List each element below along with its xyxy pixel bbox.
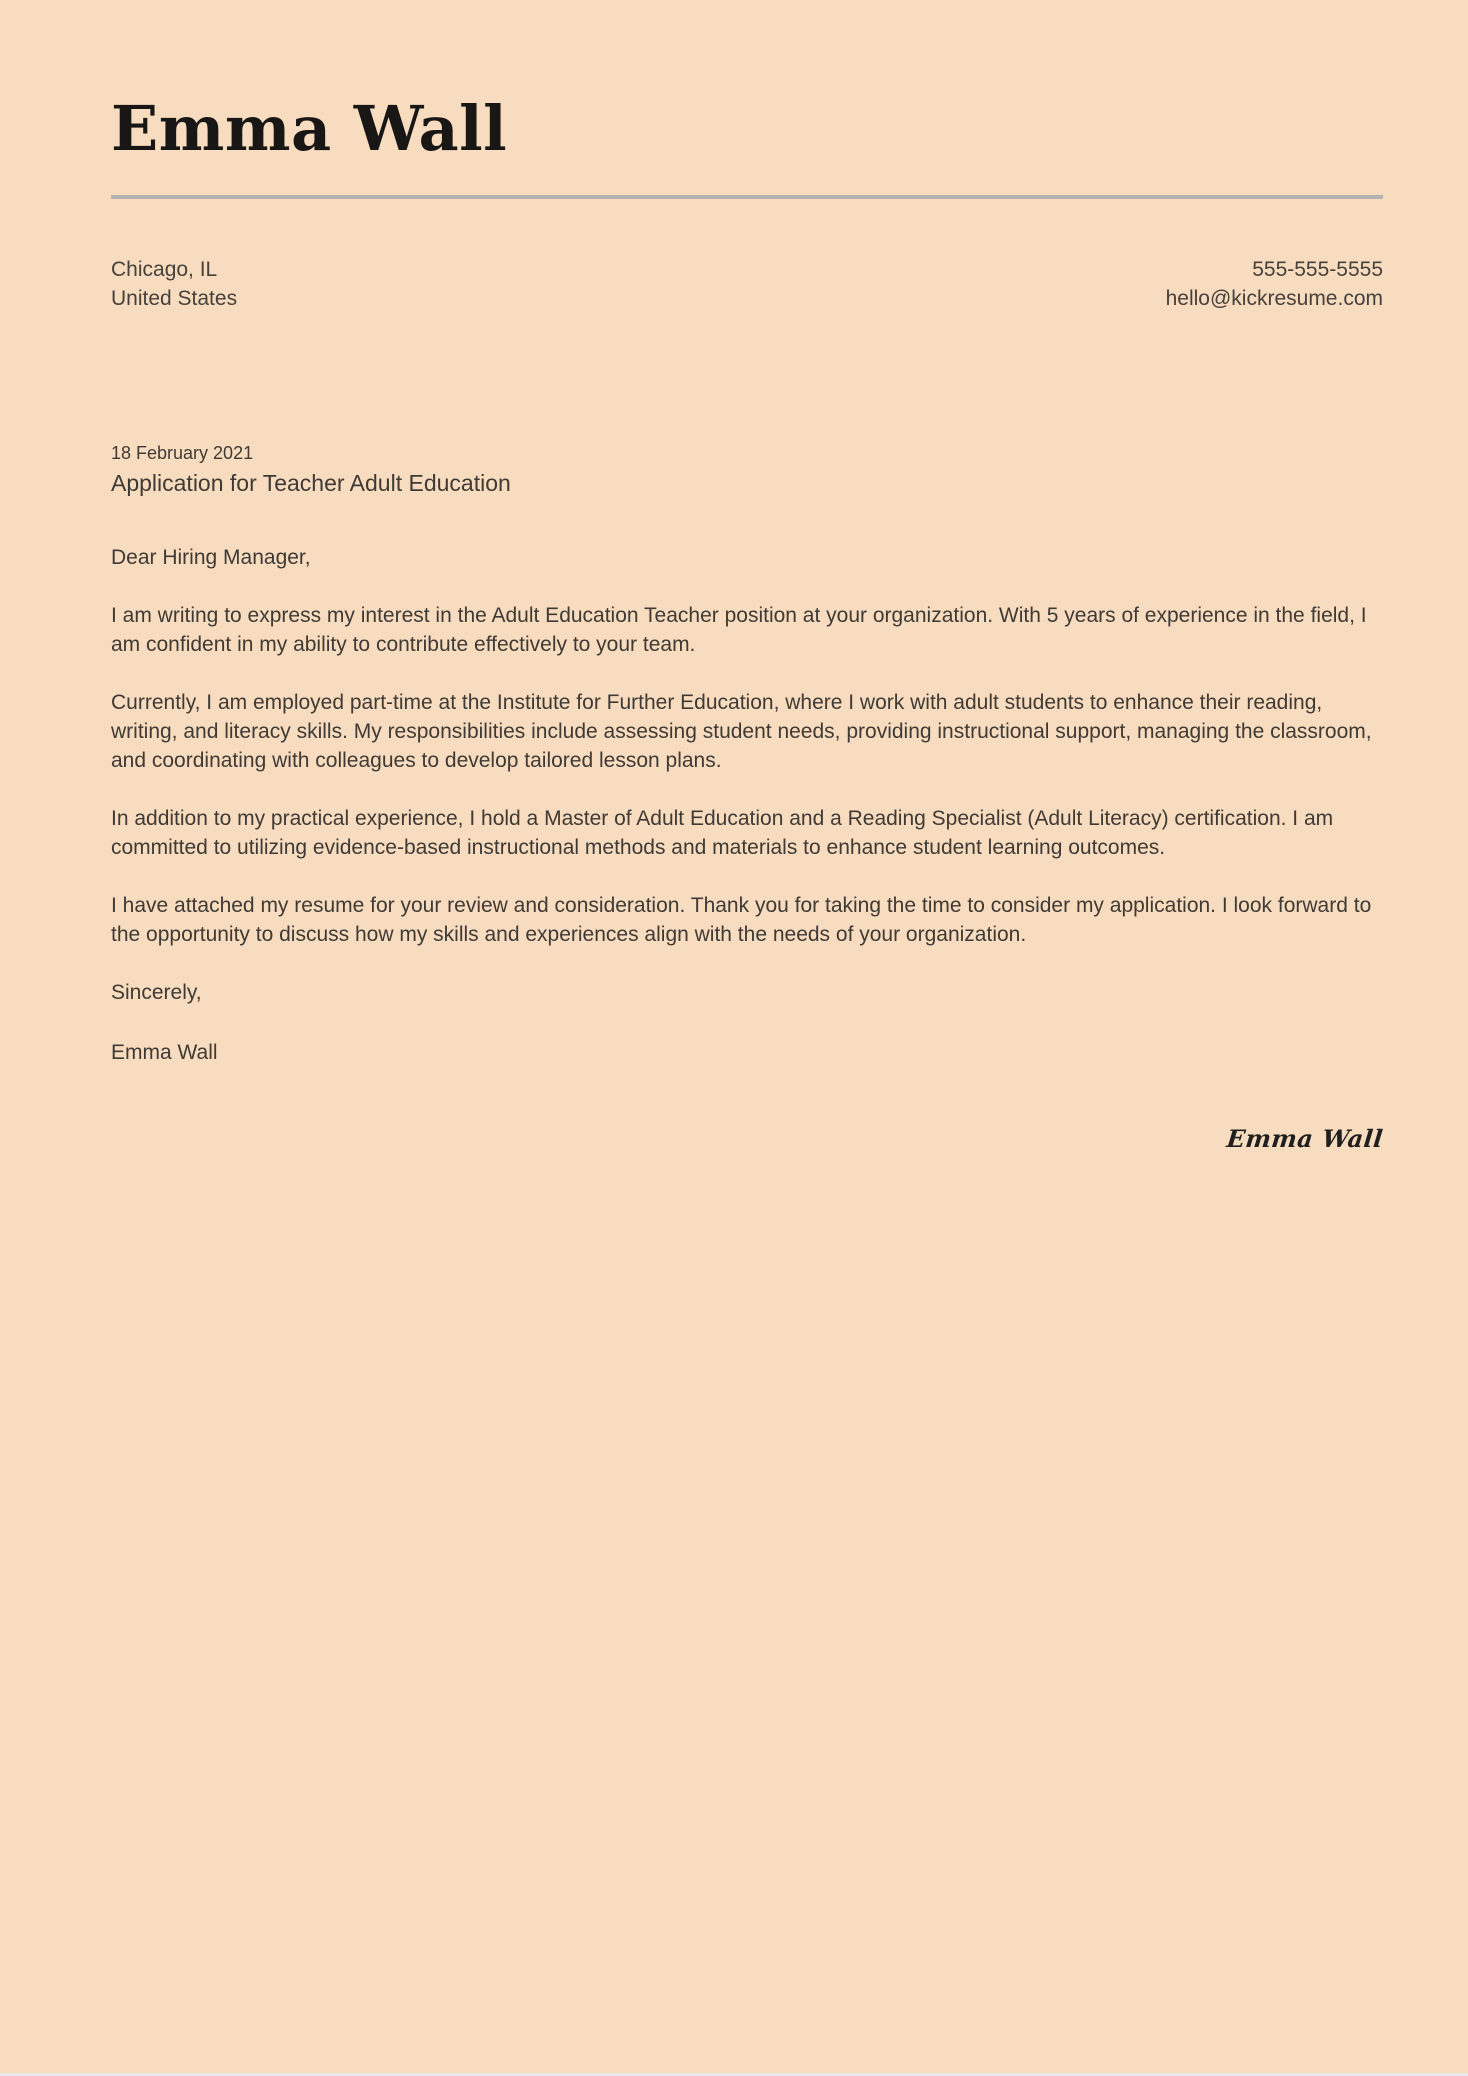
signer-name: Emma Wall	[111, 1041, 218, 1064]
letter-body	[111, 441, 1383, 1153]
letter-date: 18 February 2021	[111, 443, 254, 463]
person-name-heading: Emma Wall	[111, 92, 508, 165]
letter-paragraph-3: In addition to my practical experience, I hold a Master of Adult Education and a Reading Specialist (Adult Literacy) certification. I am committed to utilizing evidence-based instructional methods and materials to enhance student learning outcomes.	[111, 807, 1334, 859]
contact-address	[111, 255, 237, 313]
contact-country: United States	[111, 287, 238, 310]
letter-closing: Sincerely,	[111, 981, 202, 1004]
letter-paragraph-2: Currently, I am employed part-time at the Institute for Further Education, where I work with adult students to enhance their reading, writing, and literacy skills. My responsibilities include assessing student needs, providing instructional support, managing the classroom, and coordinating with colleagues to develop tailored lesson plans.	[111, 691, 1372, 772]
letter-salutation: Dear Hiring Manager,	[111, 546, 311, 569]
letter-subject: Application for Teacher Adult Education	[111, 470, 511, 496]
header-divider	[111, 195, 1383, 199]
contact-phone: 555-555-5555	[1252, 258, 1383, 281]
contact-section	[111, 255, 1383, 313]
letter-paragraph-4: I have attached my resume for your review and consideration. Thank you for taking the time to consider my application. I look forward to the opportunity to discuss how my skills and experiences align with the needs of your organization.	[111, 894, 1372, 946]
contact-email: hello@kickresume.com	[1165, 287, 1383, 310]
handwritten-signature: Emma Wall	[1225, 1124, 1385, 1153]
contact-city: Chicago, IL	[111, 258, 218, 281]
contact-details	[1166, 255, 1383, 313]
letter-paragraph-1: I am writing to express my interest in the Adult Education Teacher position at your organization. With 5 years of experience in the field, I am confident in my ability to contribute effectively to your team.	[111, 604, 1367, 656]
